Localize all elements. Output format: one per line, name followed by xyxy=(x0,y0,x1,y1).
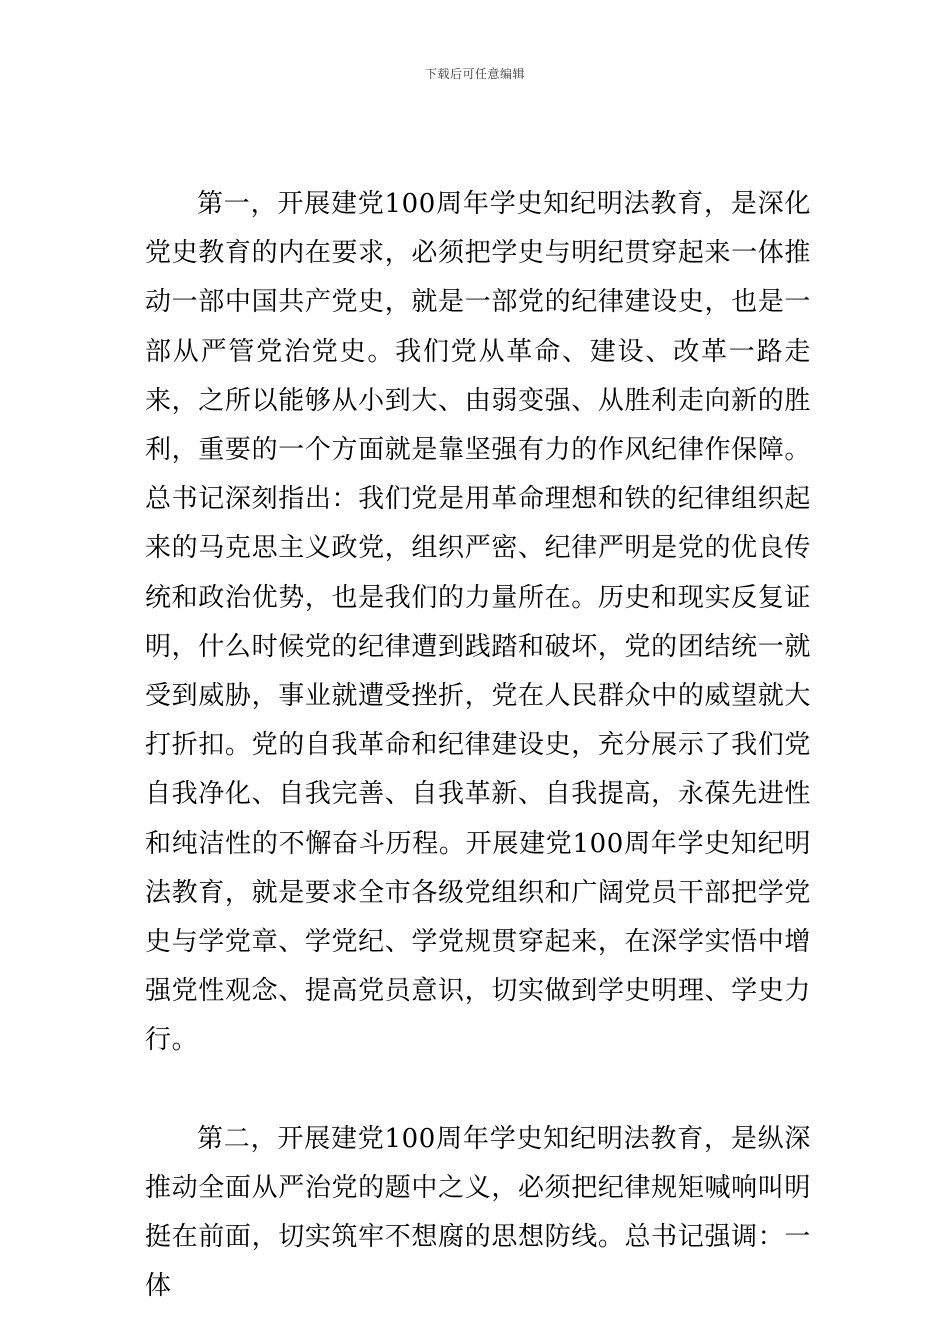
header-note: 下载后可任意编辑 xyxy=(424,67,525,81)
paragraph-1: 第一，开展建党100周年学史知纪明法教育，是深化党史教育的内在要求，必须把学史与明纪贯穿起来一体推动一部中国共产党史，就是一部党的纪律建设史，也是一部从严管党治党史。我们党从革命、建设、改革一路走来，之所以能够从小到大、由弱变强、从胜利走向新的胜利，重要的一个方面就是靠坚强有力的作风纪律作保障。总书记深刻指出：我们党是用革命理想和铁的纪律组织起来的马克思主义政党，组织严密、纪律严明是党的优良传统和政治优势，也是我们的力量所在。历史和现实反复证明，什么时候党的纪律遭到践踏和破坏，党的团结统一就受到威胁，事业就遭受挫折，党在人民群众中的威望就大打折扣。党的自我革命和纪律建设史，充分展示了我们党自我净化、自我完善、自我革新、自我提高，永葆先进性和纯洁性的不懈奋斗历程。开展建党100周年学史知纪明法教育，就是要求全市各级党组织和广阔党员干部把学党史与学党章、学党纪、学党规贯穿起来，在深学实悟中增强党性观念、提高党员意识，切实做到学史明理、学史力行。 xyxy=(145,189,811,1056)
document-body xyxy=(145,180,811,1311)
paragraph-2: 第二，开展建党100周年学史知纪明法教育，是纵深推动全面从严治党的题中之义，必须把纪律规矩喊响叫明挺在前面，切实筑牢不想腐的思想防线。总书记强调：一体 xyxy=(145,1123,811,1302)
